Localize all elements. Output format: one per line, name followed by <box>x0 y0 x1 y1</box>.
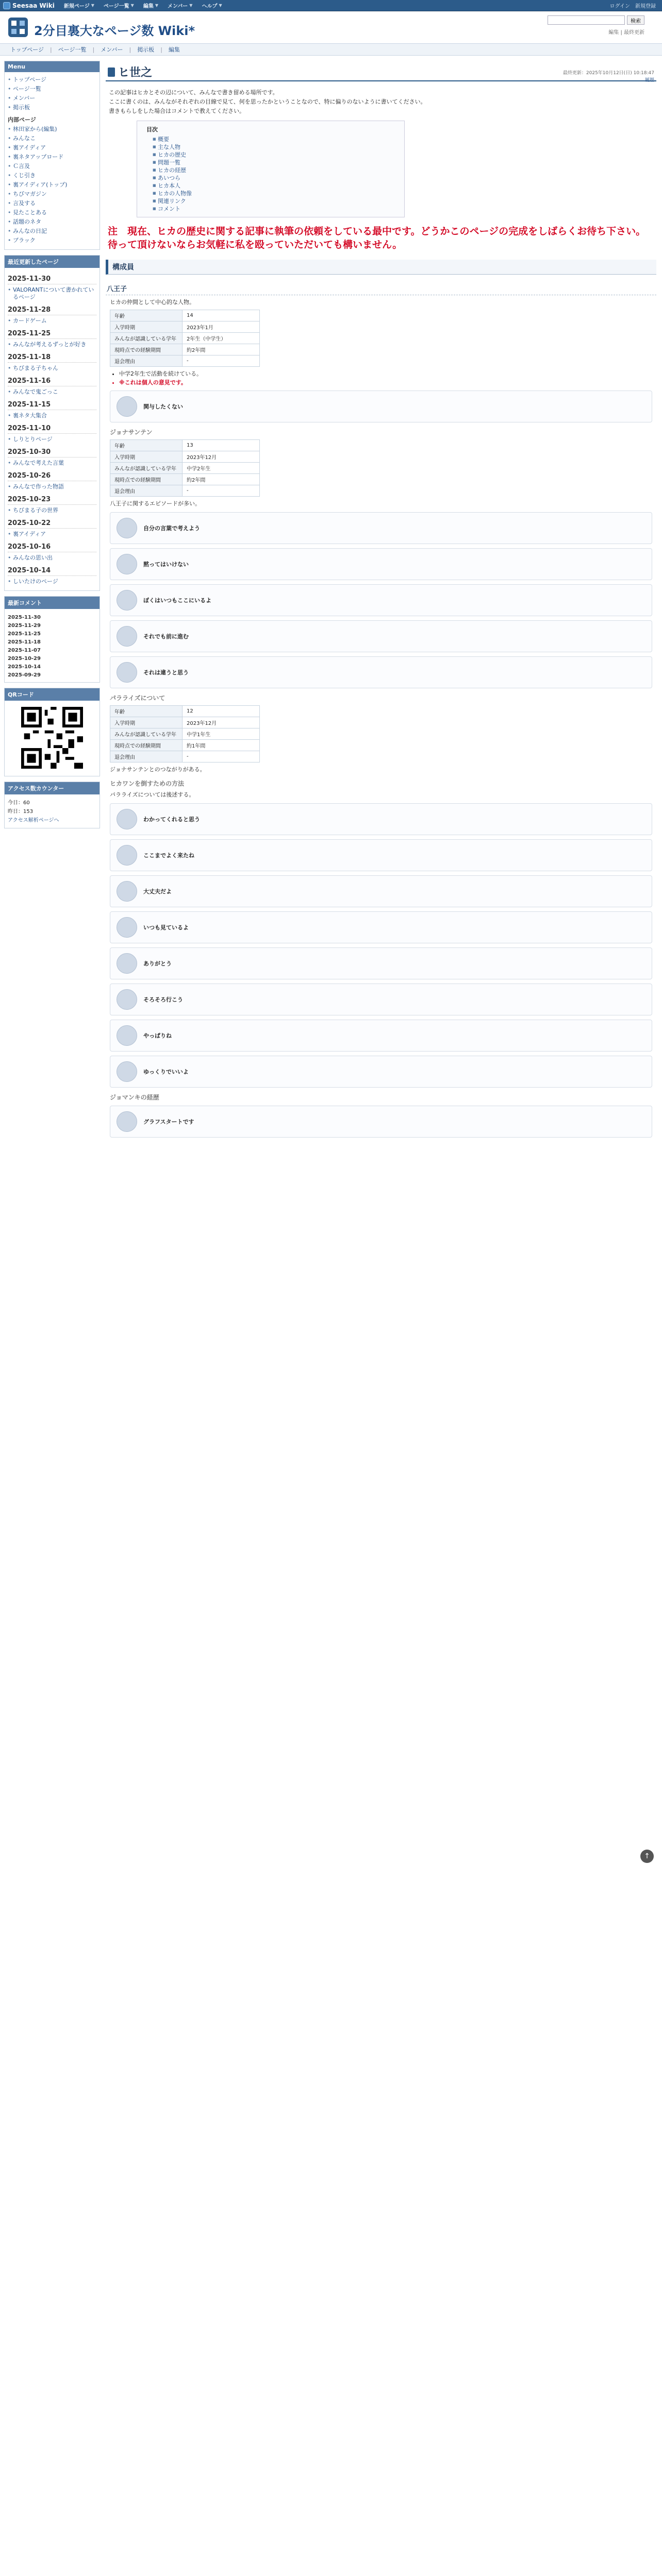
toc-item[interactable]: ■ ヒカ本人 <box>153 182 399 190</box>
toc-item[interactable]: ■ コメント <box>153 205 399 213</box>
table-row: 入学時期 2023年12月 <box>110 451 260 463</box>
top-nav-new-page[interactable]: 新規ページ ▼ <box>63 3 94 9</box>
avatar <box>117 554 137 574</box>
menu-box <box>4 61 100 250</box>
comment-date: 2025-11-07 <box>8 648 41 653</box>
header-search <box>548 15 644 25</box>
seesaa-logo-icon <box>3 2 10 9</box>
avatar <box>117 1111 137 1132</box>
quote-text: グラフスタートです <box>143 1118 194 1125</box>
sidebar-item[interactable]: • Ｃ言及 <box>8 162 96 171</box>
lead-line: この記事はヒカとその辺について、みんなで書き留める場所です。 <box>109 89 278 96</box>
recent-page-link[interactable]: • みんなで考えた言葉 <box>8 459 96 468</box>
recent-date: 2025-11-18 <box>8 353 96 363</box>
recent-date: 2025-11-28 <box>8 306 96 315</box>
section-paragraph: 八王子に関するエピソードが多い。 <box>110 500 201 507</box>
lead-line: 書きもらしをした場合はコメントで教えてください。 <box>109 108 245 114</box>
recent-comments-box <box>4 596 100 683</box>
profile-table <box>110 310 260 367</box>
toc-item[interactable]: ■ ヒカの人物像 <box>153 190 399 197</box>
section-paragraph: パラライズについては後述する。 <box>110 791 195 798</box>
chevron-down-icon: ▼ <box>189 3 193 8</box>
toc-title: 目次 <box>146 126 158 133</box>
subsection-heading: 八王子 <box>106 282 656 295</box>
sidebar-item[interactable]: • 裏アイディア(トップ) <box>8 180 96 190</box>
recent-comments-title: 最新コメント <box>5 597 100 609</box>
menu-separator: | <box>92 46 95 53</box>
table-row: 現時点での経験期間 約2年間 <box>110 344 260 355</box>
section-paragraph: ジョナサンテンとのつながりがある。 <box>110 766 206 773</box>
comment-date: 2025-10-29 <box>8 656 41 662</box>
avatar <box>117 626 137 647</box>
notes-list <box>119 370 652 386</box>
sidebar-item[interactable]: • ちびマガジン <box>8 190 96 199</box>
quote-box <box>110 984 652 1015</box>
note-item: • ※これは個人の意見です。 <box>119 379 652 386</box>
chevron-down-icon: ▼ <box>219 3 222 8</box>
quote-text: 自分の言葉で考えよう <box>143 525 200 532</box>
quote-text: 大丈夫だよ <box>143 888 172 895</box>
page-icon <box>108 67 115 77</box>
chevron-down-icon: ▼ <box>130 3 134 8</box>
menu-separator: | <box>160 46 162 53</box>
comment-date: 2025-11-18 <box>8 639 41 645</box>
table-row: みんなが認識している学年 中学1年生 <box>110 728 260 740</box>
toc-item[interactable]: ■ ヒカの歴史 <box>153 151 399 159</box>
quote-box <box>110 947 652 979</box>
recent-date: 2025-11-30 <box>8 275 96 284</box>
top-nav-member[interactable]: メンバー ▼ <box>167 3 193 9</box>
avatar <box>117 953 137 974</box>
chevron-down-icon: ▼ <box>91 3 94 8</box>
sidebar-item[interactable]: • 裏ネタアップロード <box>8 152 96 162</box>
quote-text: 関与したくない <box>143 403 183 410</box>
table-row: 退会理由 - <box>110 355 260 367</box>
quote-box <box>110 1056 652 1088</box>
counter-today: 今日：60 <box>8 800 30 806</box>
top-nav-edit[interactable]: 編集 ▼ <box>143 3 158 9</box>
sidebar <box>4 61 100 834</box>
recent-date: 2025-10-16 <box>8 543 96 552</box>
page-title-text: ヒ世之 <box>118 66 153 79</box>
table-row: 年齢 13 <box>110 440 260 451</box>
recent-page-link[interactable]: • みんなで作った物語 <box>8 482 96 492</box>
quote-text: ゆっくりでいいよ <box>143 1069 189 1075</box>
recent-date: 2025-10-30 <box>8 448 96 457</box>
top-toolbar <box>0 0 662 11</box>
page-header <box>106 61 656 81</box>
avatar <box>117 518 137 538</box>
toc-item[interactable]: ■ ヒカの経歴 <box>153 166 399 174</box>
quote-text: 黙ってはいけない <box>143 561 189 568</box>
quote-box <box>110 839 652 871</box>
table-row: 現時点での経験期間 約2年間 <box>110 474 260 485</box>
recent-date: 2025-10-26 <box>8 472 96 481</box>
top-account <box>610 2 662 9</box>
subsection-heading: ジョマンキの経歴 <box>110 1094 159 1101</box>
quote-text: ここまでよく来たね <box>143 852 194 859</box>
history-link[interactable]: 履歴 <box>644 78 654 83</box>
recent-pages-box <box>4 255 100 591</box>
quote-text: ぼくはいつもここにいるよ <box>143 597 211 604</box>
toc-item[interactable]: ■ あいつら <box>153 174 399 182</box>
sidebar-item[interactable]: • くじ引き <box>8 171 96 180</box>
quote-box <box>110 803 652 835</box>
quote-text: やっぱりね <box>143 1032 172 1039</box>
quote-box <box>110 548 652 580</box>
quote-box <box>110 620 652 652</box>
qr-box <box>4 688 100 776</box>
quote-text: わかってくれると思う <box>143 816 200 823</box>
notice-banner: 注 現在、ヒカの歴史に関する記事に執筆の依頼をしている最中です。どうかこのページの完成をしばらくお待ち下さい。待って頂けないならお気軽に私を殴っていただいても構いません。 <box>108 226 646 250</box>
recent-pages-title: 最近更新したページ <box>5 256 100 268</box>
header-info: 編集 | 最終更新 <box>608 30 644 36</box>
menu-edit[interactable]: 編集 <box>168 46 180 53</box>
chevron-down-icon: ▼ <box>155 3 158 8</box>
avatar <box>117 881 137 902</box>
table-row: みんなが認識している学年 中学2年生 <box>110 463 260 474</box>
quote-box <box>110 512 652 544</box>
table-row: 年齢 12 <box>110 706 260 717</box>
sidebar-item[interactable]: • 話題のネタ <box>8 217 96 227</box>
menu-separator: | <box>129 46 131 53</box>
subsection-heading: ジョナサンテン <box>110 429 153 436</box>
toc-item[interactable]: ■ 主な人物 <box>153 143 399 151</box>
table-row: みんなが認識している学年 2年生（中学生） <box>110 333 260 344</box>
quote-box <box>110 911 652 943</box>
qr-title: QRコード <box>5 688 100 701</box>
brand-label: Seesaa Wiki <box>12 2 55 9</box>
recent-date: 2025-11-16 <box>8 377 96 386</box>
sidebar-item[interactable]: • 見たことある <box>8 208 96 217</box>
recent-date: 2025-10-23 <box>8 496 96 505</box>
section-paragraph: ヒカの仲間として中心的な人物。 <box>110 299 195 306</box>
recent-page-link[interactable]: • 裏アイディア <box>8 530 96 539</box>
sidebar-item[interactable]: • トップページ <box>8 75 96 84</box>
sidebar-item[interactable]: • ブラック <box>8 236 96 245</box>
quote-text: ありがとう <box>143 960 172 967</box>
comment-date: 2025-11-30 <box>8 615 41 620</box>
page-title <box>108 64 152 80</box>
quote-text: それでも前に進む <box>143 633 189 640</box>
counter-title: アクセス数カウンター <box>5 782 100 794</box>
menu-page-list[interactable]: ページ一覧 <box>58 46 87 53</box>
page-updated: 最終更新：2025年10月12日(日) 10:18:47 <box>562 71 654 76</box>
recent-date: 2025-11-25 <box>8 330 96 339</box>
top-nav <box>60 0 226 11</box>
menu-box-title: Menu <box>5 61 100 72</box>
section-heading: 構成員 <box>106 260 656 275</box>
recent-page-link[interactable]: • カードゲーム <box>8 316 96 326</box>
avatar <box>117 809 137 829</box>
sidebar-item[interactable]: • メンバー <box>8 94 96 103</box>
recent-page-link[interactable]: • しいたけのページ <box>8 577 96 586</box>
toc-item[interactable]: ■ 概要 <box>153 135 399 143</box>
sidebar-item[interactable]: • みんなこ <box>8 134 96 143</box>
recent-page-link[interactable]: • VALORANTについて書かれているページ <box>8 285 96 302</box>
site-title[interactable]: 2分目裏大なページ数 Wiki* <box>34 24 195 38</box>
quote-text: そろそろ行こう <box>143 996 183 1003</box>
quote-text: それは違うと思う <box>143 669 189 676</box>
comment-date: 2025-09-29 <box>8 672 41 678</box>
sidebar-item[interactable]: • みんなの日記 <box>8 227 96 236</box>
table-row: 退会理由 - <box>110 751 260 762</box>
profile-table <box>110 439 260 497</box>
register-link[interactable]: 新規登録 <box>635 4 656 9</box>
comment-date: 2025-11-29 <box>8 623 41 629</box>
table-row: 年齢 14 <box>110 310 260 321</box>
recent-page-link[interactable]: • 裏ネタ大集合 <box>8 411 96 420</box>
menu-members[interactable]: メンバー <box>101 46 123 53</box>
recent-date: 2025-10-22 <box>8 519 96 529</box>
lead-line: ここに書くのは、みんながそれぞれの目線で見て、何を思ったかということなので、特に偏りのないように書いてください。 <box>109 98 426 105</box>
counter-analytics-link[interactable]: アクセス解析ページへ <box>8 818 59 823</box>
comment-date: 2025-10-14 <box>8 664 41 670</box>
avatar <box>117 396 137 417</box>
avatar <box>117 917 137 938</box>
recent-date: 2025-10-14 <box>8 567 96 576</box>
recent-page-link[interactable]: • みんなで鬼ごっこ <box>8 387 96 397</box>
top-nav-page-list[interactable]: ページ一覧 ▼ <box>103 3 134 9</box>
top-nav-help[interactable]: ヘルプ ▼ <box>202 3 222 9</box>
comment-date: 2025-11-25 <box>8 631 41 637</box>
sidebar-subheading: 内部ページ <box>8 116 36 123</box>
avatar <box>117 662 137 683</box>
quote-box <box>110 656 652 688</box>
table-row: 現時点での経験期間 約1年間 <box>110 740 260 751</box>
search-input[interactable] <box>548 15 625 25</box>
search-button[interactable]: 検索 <box>627 15 644 25</box>
site-header <box>0 11 662 43</box>
subsection-heading: パラライズについて <box>110 694 166 702</box>
note-item: • 中学2年生で活動を続けている。 <box>119 370 652 378</box>
recent-date: 2025-11-10 <box>8 425 96 434</box>
quote-box <box>110 1020 652 1052</box>
recent-page-link[interactable]: • みんなの思い出 <box>8 553 96 563</box>
profile-table <box>110 705 260 762</box>
recent-page-link[interactable]: • しりとりページ <box>8 435 96 444</box>
counter-yesterday: 昨日：153 <box>8 809 34 815</box>
sidebar-item[interactable]: • 言及する <box>8 199 96 208</box>
scroll-to-top-button[interactable]: ↑ <box>640 1850 654 1863</box>
page-lead <box>109 89 653 115</box>
recent-page-link[interactable]: • ちびまる子ちゃん <box>8 364 96 373</box>
table-row: 入学時期 2023年1月 <box>110 321 260 333</box>
toc-item[interactable]: ■ 問題一覧 <box>153 159 399 166</box>
quote-box <box>110 391 652 422</box>
main-content <box>106 61 656 1138</box>
subsection-heading: ヒカワンを倒すための方法 <box>110 780 185 787</box>
table-of-contents <box>137 121 405 217</box>
menu-board[interactable]: 掲示板 <box>137 46 155 53</box>
quote-box <box>110 584 652 616</box>
quote-text: いつも見ているよ <box>143 924 189 931</box>
menu-separator: | <box>50 46 52 53</box>
counter-box <box>4 782 100 828</box>
recent-page-link[interactable]: • ちびまる子の世界 <box>8 506 96 515</box>
menu-bar <box>0 43 662 56</box>
toc-item[interactable]: ■ 関連リンク <box>153 197 399 205</box>
sidebar-item[interactable]: • 林田家から(編集) <box>8 125 96 134</box>
avatar <box>117 1025 137 1046</box>
sidebar-item[interactable]: • 裏アイディア <box>8 143 96 152</box>
login-link[interactable]: ログイン <box>609 4 630 9</box>
qr-code-icon <box>21 707 83 769</box>
table-row: 入学時期 2023年12月 <box>110 717 260 728</box>
avatar <box>117 1061 137 1082</box>
sidebar-item[interactable]: • ページ一覧 <box>8 84 96 94</box>
table-row: 退会理由 - <box>110 485 260 497</box>
avatar <box>117 989 137 1010</box>
avatar <box>117 590 137 611</box>
recent-page-link[interactable]: • みんなが考えるずっとが好き <box>8 340 96 349</box>
quote-box <box>110 875 652 907</box>
quote-box <box>110 1106 652 1138</box>
avatar <box>117 845 137 866</box>
recent-date: 2025-11-15 <box>8 401 96 410</box>
wiki-logo-icon[interactable] <box>7 16 29 38</box>
seesaa-brand[interactable] <box>0 2 60 9</box>
menu-top-page[interactable]: トップページ <box>10 46 44 53</box>
sidebar-item[interactable]: • 掲示板 <box>8 103 96 112</box>
